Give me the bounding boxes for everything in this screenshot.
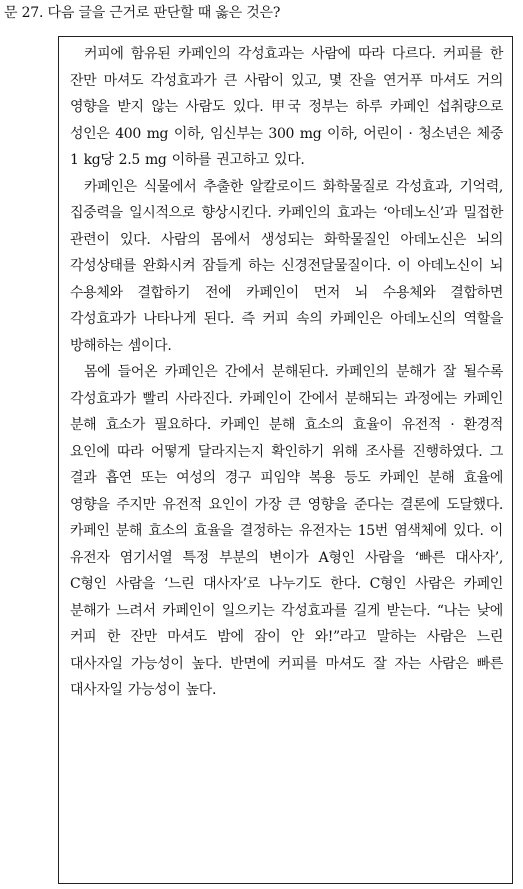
passage-box [58, 36, 513, 884]
passage-paragraph-3: 몸에 들어온 카페인은 간에서 분해된다. 카페인의 분해가 잘 될수록 각성효과가 빨리 사라진다. 카페인이 간에서 분해되는 과정에는 카페인 분해 효소가 필요하다. 카페인 분해 효소의 효율이 유전적 · 환경적 요인에 따라 어떻게 달라지는지 확인하기 위해 조사를 진행하였다. 그 결과 흡연 또는 여성의 경구 피임약 복용 등도 카페인 분해 효율에 영향을 주지만 유전적 요인이 가장 큰 영향을 준다는 결론에 도달했다. 카페인 분해 효소의 효율을 결정하는 유전자는 15번 염색체에 있다. 이 유전자 염기서열 특정 부분의 변이가 A형인 사람을 ‘빠른 대사자’, C형인 사람을 ‘느린 대사자’로 나누기도 한다. C형인 사람은 카페인 분해가 느려서 카페인이 일으키는 각성효과를 길게 받는다. “나는 낮에 커피 한 잔만 마셔도 밤에 잠이 안 와!”라고 말하는 사람은 느린 대사자일 가능성이 높다. 반면에 커피를 마셔도 잘 자는 사람은 빠른 대사자일 가능성이 높다. [70, 364, 503, 698]
passage-paragraph-1: 커피에 함유된 카페인의 각성효과는 사람에 따라 다르다. 커피를 한 잔만 마셔도 각성효과가 큰 사람이 있고, 몇 잔을 연거푸 마셔도 거의 영향을 받지 않는 사람도 있다. 甲국 정부는 하루 카페인 섭취량으로 성인은 400 mg 이하, 임신부는 300 mg 이하, 어린이 · 청소년은 체중 1 kg당 2.5 mg 이하를 권고하고 있다. [70, 46, 503, 168]
question-heading: 문 27. 다음 글을 근거로 판단할 때 옳은 것은? [4, 5, 281, 21]
passage-paragraph-2: 카페인은 식물에서 추출한 알칼로이드 화학물질로 각성효과, 기억력, 집중력을 일시적으로 향상시킨다. 카페인의 효과는 ‘아데노신’과 밀접한 관련이 있다. 사람의 몸에서 생성되는 화학물질인 아데노신은 뇌의 각성상태를 완화시켜 잠들게 하는 신경전달물질이다. 이 아데노신이 뇌 수용체와 결합하기 전에 카페인이 먼저 뇌 수용체와 결합하면 각성효과가 나타나게 된다. 즉 커피 속의 카페인은 아데노신의 역할을 방해하는 셈이다. [70, 178, 503, 354]
